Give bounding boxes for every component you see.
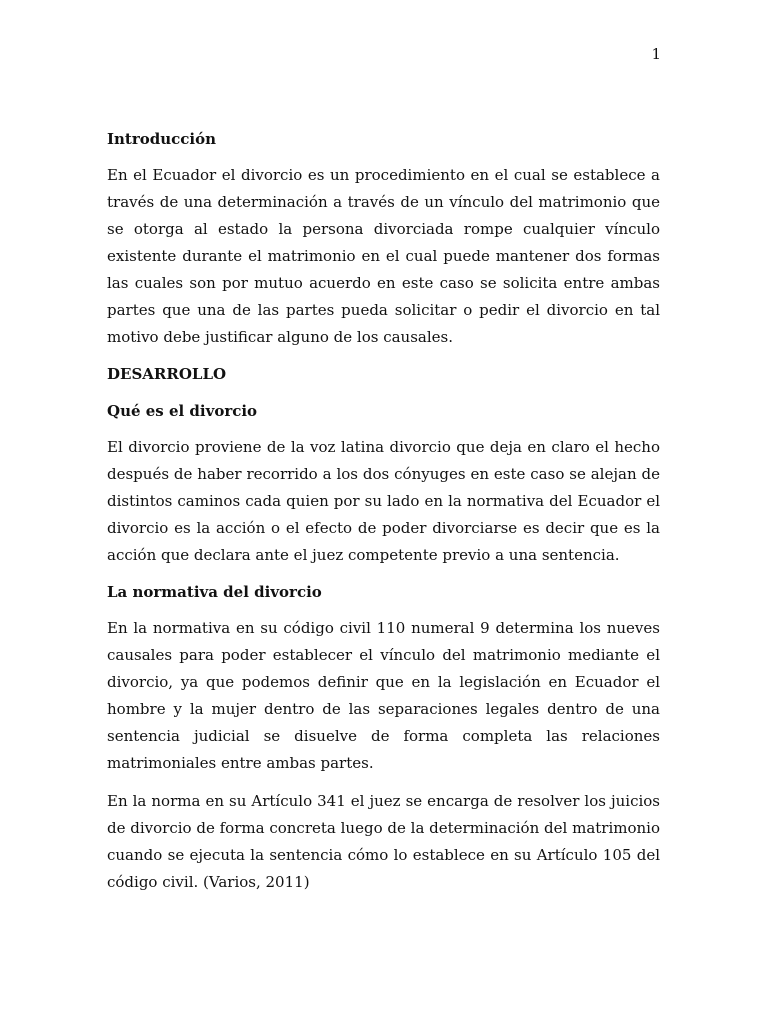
- introduction-heading: Introducción: [107, 130, 217, 148]
- development-section-heading: DESARROLLO: [107, 365, 227, 383]
- document-body: [107, 127, 660, 896]
- introduction-paragraph: En el Ecuador el divorcio es un procedimiento en el cual se establece a través de una determinación a través de un vínculo del matrimonio que se otorga al estado la persona divorciada rompe cualquier vínculo existente durante el matrimonio en el cual puede mantener dos formas las cuales son por mutuo acuerdo en este caso se solicita entre ambas partes que una de las partes pueda solicitar o pedir el divorcio en tal motivo debe justificar alguno de los causales.: [107, 166, 660, 346]
- what-is-divorce-paragraph: El divorcio proviene de la voz latina divorcio que deja en claro el hecho después de haber recorrido a los dos cónyuges en este caso se alejan de distintos caminos cada quien por su lado en la normativa del Ecuador el divorcio es la acción o el efecto de poder divorciarse es decir que es la acción que declara ante el juez competente previo a una sentencia.: [107, 438, 660, 564]
- divorce-regulation-heading: La normativa del divorcio: [107, 583, 322, 601]
- divorce-regulation-paragraph-2: En la norma en su Artículo 341 el juez se encarga de resolver los juicios de divorcio de forma concreta luego de la determinación del matrimonio cuando se ejecuta la sentencia cómo lo establece en su Artículo 105 del código civil. (Varios, 2011): [107, 792, 660, 891]
- what-is-divorce-heading: Qué es el divorcio: [107, 402, 258, 420]
- page-number: 1: [651, 45, 661, 63]
- divorce-regulation-paragraph-1: En la normativa en su código civil 110 numeral 9 determina los nueves causales para poder establecer el vínculo del matrimonio mediante el divorcio, ya que podemos definir que en la legislación en Ecuador el hombre y la mujer dentro de las separaciones legales dentro de una sentencia judicial se disuelve de forma completa las relaciones matrimoniales entre ambas partes.: [107, 619, 660, 772]
